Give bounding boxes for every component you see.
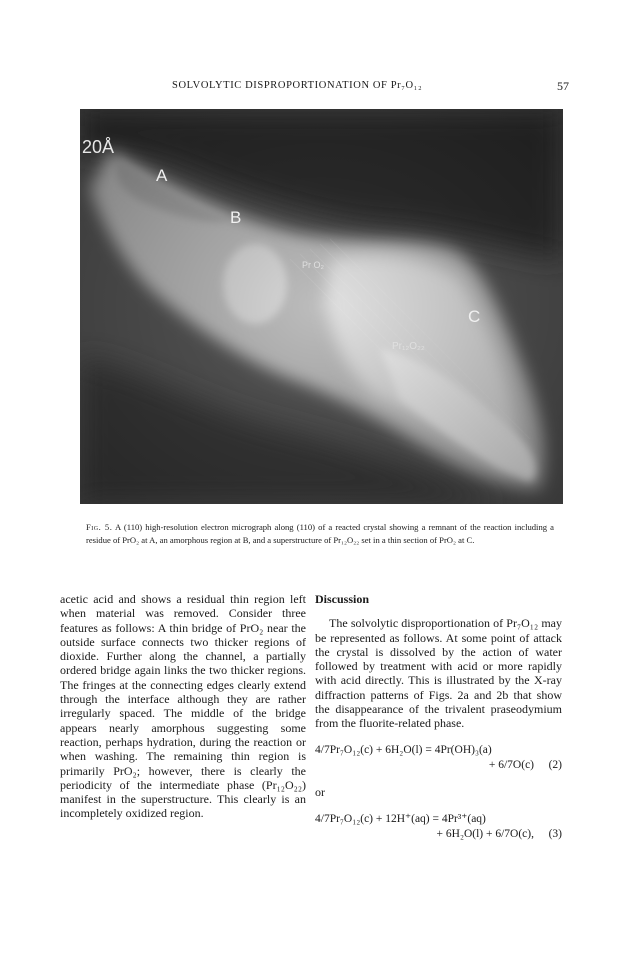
equation-3-line2: + 6H₂O(l) + 6/7O(c),: [436, 827, 534, 840]
caption-label: Fig. 5.: [86, 522, 113, 532]
equation-3-number: (3): [548, 827, 562, 840]
label-b: B: [230, 208, 242, 227]
label-pr12o22: Pr₁₂O₂₂: [392, 341, 425, 352]
equation-3-line1: 4/7Pr₇O₁₂(c) + 12H⁺(aq) = 4Pr³⁺(aq): [315, 812, 486, 825]
figure-caption: [86, 521, 554, 547]
equation-3-cont: [315, 827, 562, 842]
micrograph-image: [80, 109, 563, 504]
body-paragraph-left: acetic acid and shows a residual thin region left when material was removed. Consider three features as follows: A thin bridge of PrO₂ near the outside surface connects two thicker regions of dioxide. Further along the channel, a partially ordered bridge again links the two thicker regions. The fringes at the connecting edges clearly extend through the interface although they are rather irregularly spaced. The middle of the bridge appears nearly amorphous suggesting some reaction, perhaps hydration, during the reaction or when washing. The remaining thin region is primarily PrO₂; however, there is clearly the periodicity of the intermediate phase (Pr₁₂O₂₂) manifest in the superstructure. This clearly is an incompletely oxidized region.: [60, 592, 306, 821]
body-paragraph-right: The solvolytic disproportionation of Pr₇O₁₂ may be represented as follows. At some point of attack the crystal is dissolved by the action of water followed by treatment with acid or more rapidly with acid directly. This is illustrated by the X-ray diffraction patterns of Figs. 2a and 2b that show the disappearance of the trivalent praseodymium from the fluorite-related phase.: [315, 616, 562, 731]
scale-label: 20Å: [82, 137, 115, 157]
page-number: 57: [557, 79, 569, 93]
left-column: [60, 592, 306, 821]
label-c: C: [468, 307, 481, 326]
caption-text: A (110) high-resolution electron micrograph along (110) of a reacted crystal showing a remnant of the reaction including a residue of PrO₂ at A, an amorphous region at B, and a superstructure of Pr₁₂O₂₂ set in a thin section of PrO₂ at C.: [86, 522, 554, 545]
section-heading: Discussion: [315, 592, 370, 606]
or-connector: or: [315, 784, 325, 799]
running-head: [0, 80, 623, 100]
equation-2: [315, 743, 562, 758]
right-column: [315, 592, 562, 842]
equation-2-line1: 4/7Pr₇O₁₂(c) + 6H₂O(l) = 4Pr(OH)₃(a): [315, 743, 492, 756]
running-head-title: SOLVOLYTIC DISPROPORTIONATION OF Pr₇O₁₂: [172, 80, 423, 91]
equation-2-number: (2): [548, 758, 562, 771]
label-a: A: [156, 166, 168, 185]
equation-3: [315, 812, 562, 827]
label-pro2: Pr O₂: [302, 260, 324, 270]
equation-2-line2: + 6/7O(c): [488, 758, 534, 771]
micrograph-figure: [80, 109, 563, 504]
equation-2-cont: [315, 758, 562, 773]
